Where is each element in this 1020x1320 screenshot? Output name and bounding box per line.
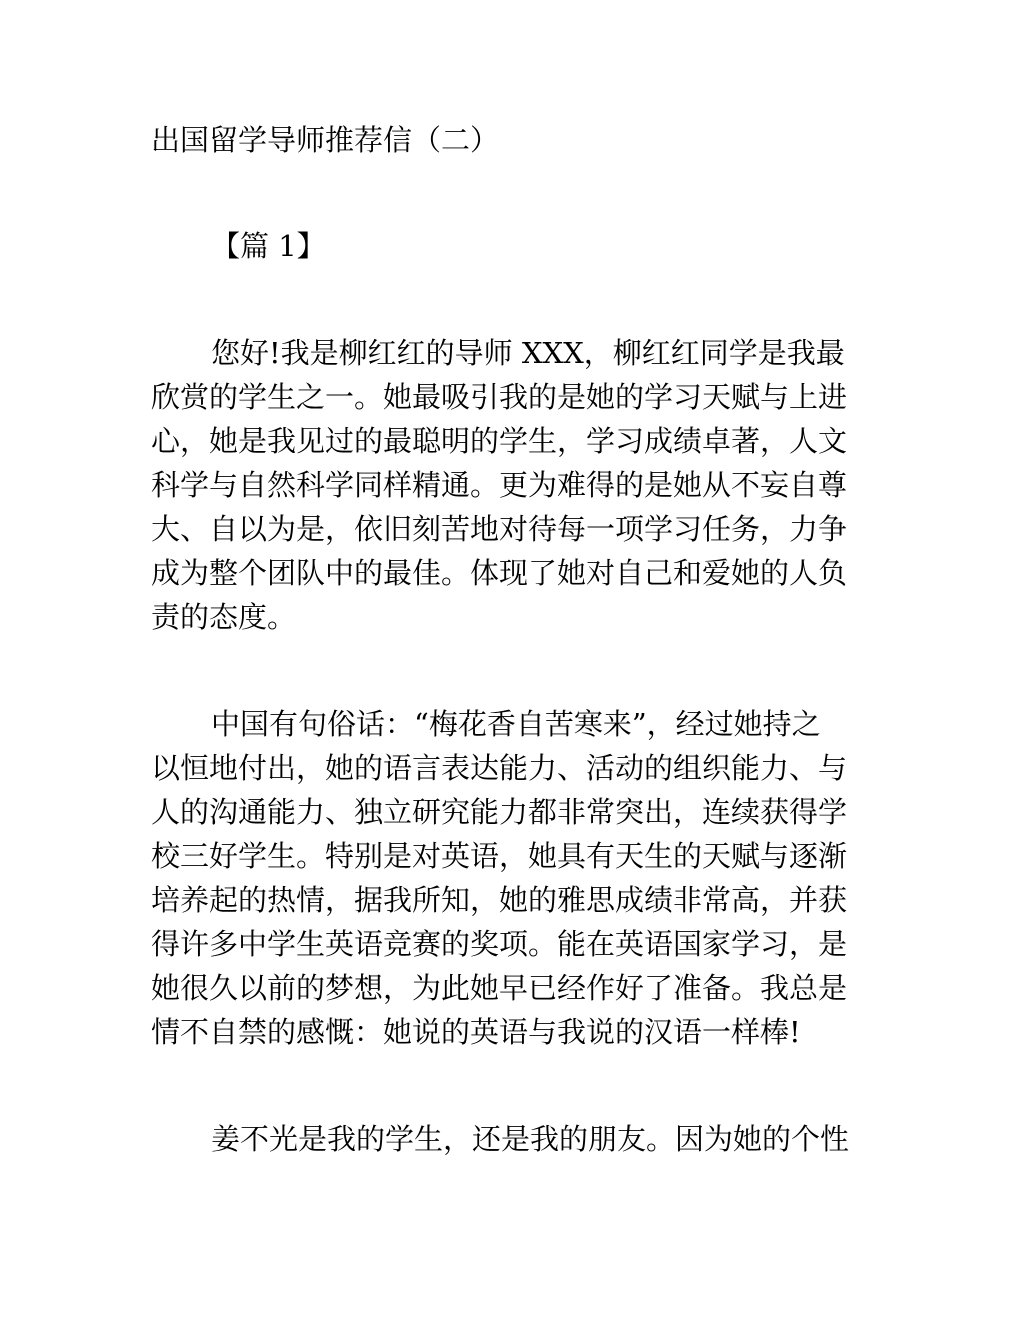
- paragraph-line: 您好!我是柳红红的导师 XXX，柳红红同学是我最: [211, 336, 845, 370]
- paragraph-line: 姜不光是我的学生，还是我的朋友。因为她的个性: [211, 1122, 850, 1156]
- paragraph-line: 心，她是我见过的最聪明的学生，学习成绩卓著，人文: [151, 424, 848, 458]
- paragraph-line: 中国有句俗话：“梅花香自苦寒来”，经过她持之: [211, 707, 821, 741]
- paragraph-line: 科学与自然科学同样精通。更为难得的是她从不妄自尊: [151, 468, 848, 502]
- paragraph-line: 大、自以为是，依旧刻苦地对待每一项学习任务，力争: [151, 512, 848, 546]
- paragraph-line: 以恒地付出，她的语言表达能力、活动的组织能力、与: [151, 751, 848, 785]
- paragraph-line: 培养起的热情，据我所知，她的雅思成绩非常高，并获: [151, 883, 848, 917]
- paragraph-line: 校三好学生。特别是对英语，她具有天生的天赋与逐渐: [151, 839, 848, 873]
- document-title: 出国留学导师推荐信（二）: [151, 123, 500, 157]
- paragraph-line: 责的态度。: [151, 600, 297, 634]
- paragraph-line: 情不自禁的感慨：她说的英语与我说的汉语一样棒!: [151, 1015, 801, 1049]
- section-label: 【篇 1】: [211, 229, 326, 263]
- paragraph-line: 她很久以前的梦想，为此她早已经作好了准备。我总是: [151, 971, 848, 1005]
- paragraph-line: 成为整个团队中的最佳。体现了她对自己和爱她的人负: [151, 556, 848, 590]
- paragraph-line: 得许多中学生英语竞赛的奖项。能在英语国家学习，是: [151, 927, 848, 961]
- paragraph-line: 人的沟通能力、独立研究能力都非常突出，连续获得学: [151, 795, 848, 829]
- paragraph-line: 欣赏的学生之一。她最吸引我的是她的学习天赋与上进: [151, 380, 848, 414]
